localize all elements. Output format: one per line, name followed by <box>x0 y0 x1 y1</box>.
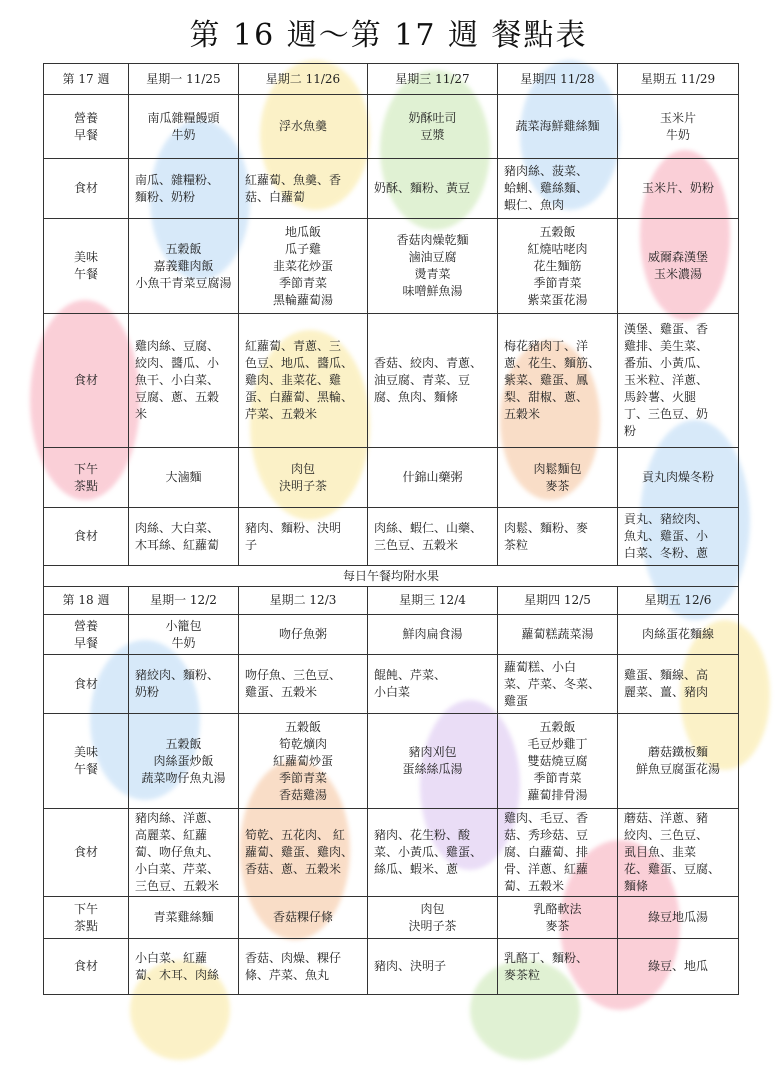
w17-header-row <box>44 64 739 95</box>
ingredient-cell: 豬肉、花生粉、酸 菜、小黃瓜、雞蛋、 絲瓜、蝦米、蔥 <box>368 809 498 897</box>
ingredient-cell: 豬肉絲、菠菜、 蛤蜊、雞絲麵、 蝦仁、魚肉 <box>498 159 618 219</box>
w18-breakfast-ing-row <box>44 655 739 714</box>
w18-lunch-ing-row <box>44 809 739 897</box>
lunch-cell: 五穀飯 毛豆炒雞丁 雙菇燒豆腐 季節青菜 蘿蔔排骨湯 <box>498 714 618 809</box>
day-header: 星期二 11/26 <box>239 64 368 95</box>
lunch-cell: 地瓜飯 瓜子雞 韭菜花炒蛋 季節青菜 黑輪蘿蔔湯 <box>239 219 368 314</box>
week-label: 第 17 週 <box>44 64 129 95</box>
day-header: 星期一 11/25 <box>129 64 239 95</box>
breakfast-cell: 鮮肉扁食湯 <box>368 615 498 655</box>
w18-header-row <box>44 587 739 615</box>
lunch-cell: 五穀飯 肉絲蛋炒飯 蔬菜吻仔魚丸湯 <box>129 714 239 809</box>
ingredient-cell: 餛飩、芹菜、 小白菜 <box>368 655 498 714</box>
w17-snack-ing-row <box>44 508 739 566</box>
row-label: 美味 午餐 <box>44 219 129 314</box>
lunch-cell: 香菇肉燥乾麵 滷油豆腐 燙青菜 味噌鮮魚湯 <box>368 219 498 314</box>
snack-cell: 香菇粿仔條 <box>239 897 368 939</box>
ingredient-cell: 豬肉絲、洋蔥、 高麗菜、紅蘿 蔔、吻仔魚丸、 小白菜、芹菜、 三色豆、五穀米 <box>129 809 239 897</box>
note-row <box>44 566 739 587</box>
row-label: 食材 <box>44 939 129 995</box>
breakfast-cell: 玉米片 牛奶 <box>618 95 739 159</box>
lunch-cell: 五穀飯 紅燒咕咾肉 花生麵筋 季節青菜 紫菜蛋花湯 <box>498 219 618 314</box>
breakfast-cell: 南瓜雜糧饅頭 牛奶 <box>129 95 239 159</box>
ingredient-cell: 豬肉、麵粉、決明 子 <box>239 508 368 566</box>
snack-cell: 大滷麵 <box>129 448 239 508</box>
ingredient-cell: 南瓜、雜糧粉、 麵粉、奶粉 <box>129 159 239 219</box>
ingredient-cell: 筍乾、五花肉、 紅 蘿蔔、雞蛋、雞肉、 香菇、蔥、五穀米 <box>239 809 368 897</box>
ingredient-cell: 豬肉、決明子 <box>368 939 498 995</box>
day-header: 星期五 12/6 <box>618 587 739 615</box>
ingredient-cell: 紅蘿蔔、青蔥、三 色豆、地瓜、醬瓜、 雞肉、韭菜花、雞 蛋、白蘿蔔、黑輪、 芹菜、五穀米 <box>239 314 368 448</box>
day-header: 星期五 11/29 <box>618 64 739 95</box>
page-title: 第 16 週～第 17 週 餐點表 <box>189 18 588 53</box>
snack-cell: 貢丸肉燥冬粉 <box>618 448 739 508</box>
ingredient-cell: 雞肉絲、豆腐、 絞肉、醬瓜、小 魚干、小白菜、 豆腐、蔥、五穀 米 <box>129 314 239 448</box>
ingredient-cell: 雞蛋、麵線、高 麗菜、薑、豬肉 <box>618 655 739 714</box>
row-label: 食材 <box>44 508 129 566</box>
ingredient-cell: 梅花豬肉丁、洋 蔥、花生、麵筋、 紫菜、雞蛋、鳳 梨、甜椒、蔥、 五穀米 <box>498 314 618 448</box>
ingredient-cell: 奶酥、麵粉、黃豆 <box>368 159 498 219</box>
w18-lunch-row <box>44 714 739 809</box>
lunch-cell: 五穀飯 嘉義雞肉飯 小魚干青菜豆腐湯 <box>129 219 239 314</box>
ingredient-cell: 蘿蔔糕、小白 菜、芹菜、冬菜、 雞蛋 <box>498 655 618 714</box>
row-label: 美味 午餐 <box>44 714 129 809</box>
lunch-cell: 五穀飯 筍乾爌肉 紅蘿蔔炒蛋 季節青菜 香菇雞湯 <box>239 714 368 809</box>
w17-breakfast-ing-row <box>44 159 739 219</box>
day-header: 星期四 11/28 <box>498 64 618 95</box>
ingredient-cell: 雞肉、毛豆、香 菇、秀珍菇、豆 腐、白蘿蔔、排 骨、洋蔥、紅蘿 蔔、五穀米 <box>498 809 618 897</box>
breakfast-cell: 浮水魚羹 <box>239 95 368 159</box>
day-header: 星期四 12/5 <box>498 587 618 615</box>
breakfast-cell: 小籠包 牛奶 <box>129 615 239 655</box>
ingredient-cell: 小白菜、紅蘿 蔔、木耳、肉絲 <box>129 939 239 995</box>
lunch-cell: 威爾森漢堡 玉米濃湯 <box>618 219 739 314</box>
w17-breakfast-row <box>44 95 739 159</box>
breakfast-cell: 肉絲蛋花麵線 <box>618 615 739 655</box>
row-label: 食材 <box>44 314 129 448</box>
ingredient-cell: 肉絲、大白菜、 木耳絲、紅蘿蔔 <box>129 508 239 566</box>
fruit-note: 每日午餐均附水果 <box>44 566 739 587</box>
week-label: 第 18 週 <box>44 587 129 615</box>
row-label: 食材 <box>44 655 129 714</box>
ingredient-cell: 香菇、肉燥、粿仔 條、芹菜、魚丸 <box>239 939 368 995</box>
snack-cell: 什錦山藥粥 <box>368 448 498 508</box>
ingredient-cell: 乳酪丁、麵粉、 麥茶粒 <box>498 939 618 995</box>
w18-snack-ing-row <box>44 939 739 995</box>
ingredient-cell: 玉米片、奶粉 <box>618 159 739 219</box>
breakfast-cell: 蘿蔔糕蔬菜湯 <box>498 615 618 655</box>
ingredient-cell: 蘑菇、洋蔥、豬 絞肉、三色豆、 虱目魚、韭菜 花、雞蛋、豆腐、 麵條 <box>618 809 739 897</box>
ingredient-cell: 肉鬆、麵粉、麥 茶粒 <box>498 508 618 566</box>
breakfast-cell: 蔬菜海鮮雞絲麵 <box>498 95 618 159</box>
snack-cell: 綠豆地瓜湯 <box>618 897 739 939</box>
meal-table <box>43 63 739 995</box>
ingredient-cell: 綠豆、地瓜 <box>618 939 739 995</box>
day-header: 星期三 11/27 <box>368 64 498 95</box>
w17-lunch-row <box>44 219 739 314</box>
ingredient-cell: 肉絲、蝦仁、山藥、 三色豆、五穀米 <box>368 508 498 566</box>
row-label: 下午 茶點 <box>44 448 129 508</box>
row-label: 下午 茶點 <box>44 897 129 939</box>
w18-breakfast-row <box>44 615 739 655</box>
ingredient-cell: 吻仔魚、三色豆、 雞蛋、五穀米 <box>239 655 368 714</box>
snack-cell: 肉包 決明子茶 <box>368 897 498 939</box>
lunch-cell: 蘑菇鐵板麵 鮮魚豆腐蛋花湯 <box>618 714 739 809</box>
row-label: 食材 <box>44 809 129 897</box>
w17-snack-row <box>44 448 739 508</box>
row-label: 食材 <box>44 159 129 219</box>
day-header: 星期三 12/4 <box>368 587 498 615</box>
snack-cell: 肉鬆麵包 麥茶 <box>498 448 618 508</box>
w17-lunch-ing-row <box>44 314 739 448</box>
w18-snack-row <box>44 897 739 939</box>
lunch-cell: 豬肉刈包 蛋絲絲瓜湯 <box>368 714 498 809</box>
breakfast-cell: 吻仔魚粥 <box>239 615 368 655</box>
day-header: 星期二 12/3 <box>239 587 368 615</box>
breakfast-cell: 奶酥吐司 豆漿 <box>368 95 498 159</box>
ingredient-cell: 豬絞肉、麵粉、 奶粉 <box>129 655 239 714</box>
day-header: 星期一 12/2 <box>129 587 239 615</box>
row-label: 營養 早餐 <box>44 615 129 655</box>
ingredient-cell: 香菇、絞肉、青蔥、 油豆腐、青菜、豆 腐、魚肉、麵條 <box>368 314 498 448</box>
snack-cell: 乳酪軟法 麥茶 <box>498 897 618 939</box>
ingredient-cell: 貢丸、豬絞肉、 魚丸、雞蛋、小 白菜、冬粉、蔥 <box>618 508 739 566</box>
snack-cell: 肉包 決明子茶 <box>239 448 368 508</box>
ingredient-cell: 紅蘿蔔、魚羹、香 菇、白蘿蔔 <box>239 159 368 219</box>
snack-cell: 青菜雞絲麵 <box>129 897 239 939</box>
ingredient-cell: 漢堡、雞蛋、香 雞排、美生菜、 番茄、小黃瓜、 玉米粒、洋蔥、 馬鈴薯、火腿 丁、三色豆、奶 粉 <box>618 314 739 448</box>
row-label: 營養 早餐 <box>44 95 129 159</box>
